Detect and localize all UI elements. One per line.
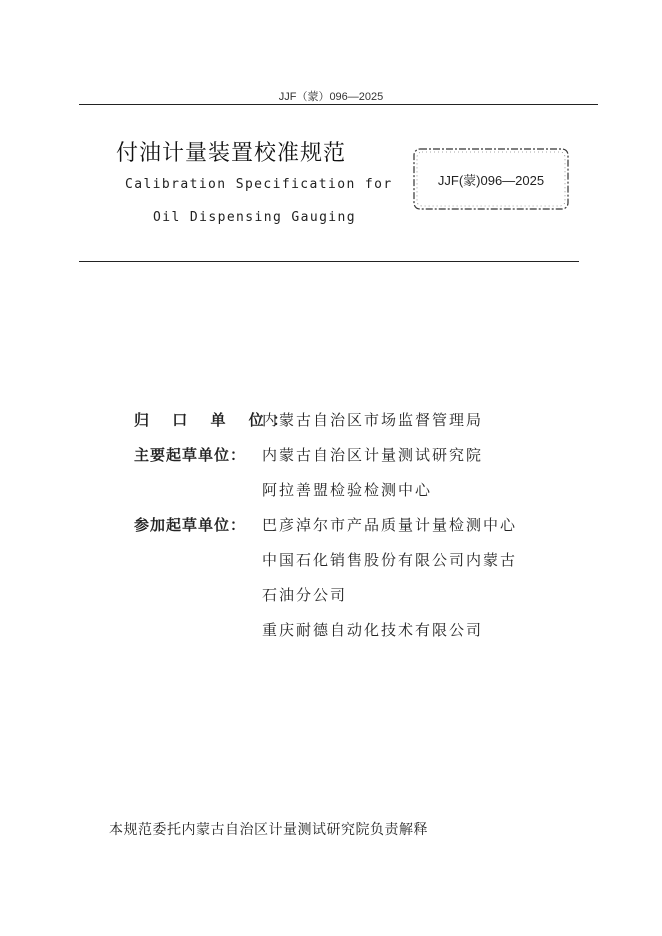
canjia-unit-row-3 [0, 584, 662, 608]
stamp-code: JJF(蒙)096—2025 [437, 173, 545, 188]
guikou-unit-value: 内蒙古自治区市场监督管理局 [262, 411, 484, 429]
canjia-unit-value-3: 石油分公司 [262, 586, 348, 604]
zhuyao-unit-row-2 [0, 479, 662, 503]
guikou-unit-row [0, 409, 662, 433]
zhuyao-unit-label: 主要起草单位： [134, 446, 247, 464]
zhuyao-unit-value-2: 阿拉善盟检验检测中心 [262, 481, 433, 499]
header-rule [79, 104, 598, 105]
canjia-unit-row-2 [0, 549, 662, 573]
canjia-unit-label: 参加起草单位： [134, 516, 247, 534]
title-rule [79, 261, 579, 262]
canjia-unit-value-4: 重庆耐德自动化技术有限公司 [262, 621, 484, 639]
specification-code-stamp [411, 146, 571, 212]
guikou-unit-label: 归 口 单 位： [134, 411, 297, 429]
canjia-unit-value-1: 巴彦淖尔市产品质量计量检测中心 [262, 516, 518, 534]
header-code: JJF（蒙）096—2025 [278, 91, 384, 103]
canjia-unit-row-4 [0, 619, 662, 643]
interpretation-note: 本规范委托内蒙古自治区计量测试研究院负责解释 [109, 822, 428, 838]
title-english-line2: Oil Dispensing Gauging [153, 210, 356, 225]
title-chinese: 付油计量装置校准规范 [116, 141, 347, 166]
canjia-unit-row [0, 514, 662, 538]
zhuyao-unit-value-1: 内蒙古自治区计量测试研究院 [262, 446, 484, 464]
zhuyao-unit-row [0, 444, 662, 468]
canjia-unit-value-2: 中国石化销售股份有限公司内蒙古 [262, 551, 518, 569]
title-english-line1: Calibration Specification for [125, 177, 393, 192]
